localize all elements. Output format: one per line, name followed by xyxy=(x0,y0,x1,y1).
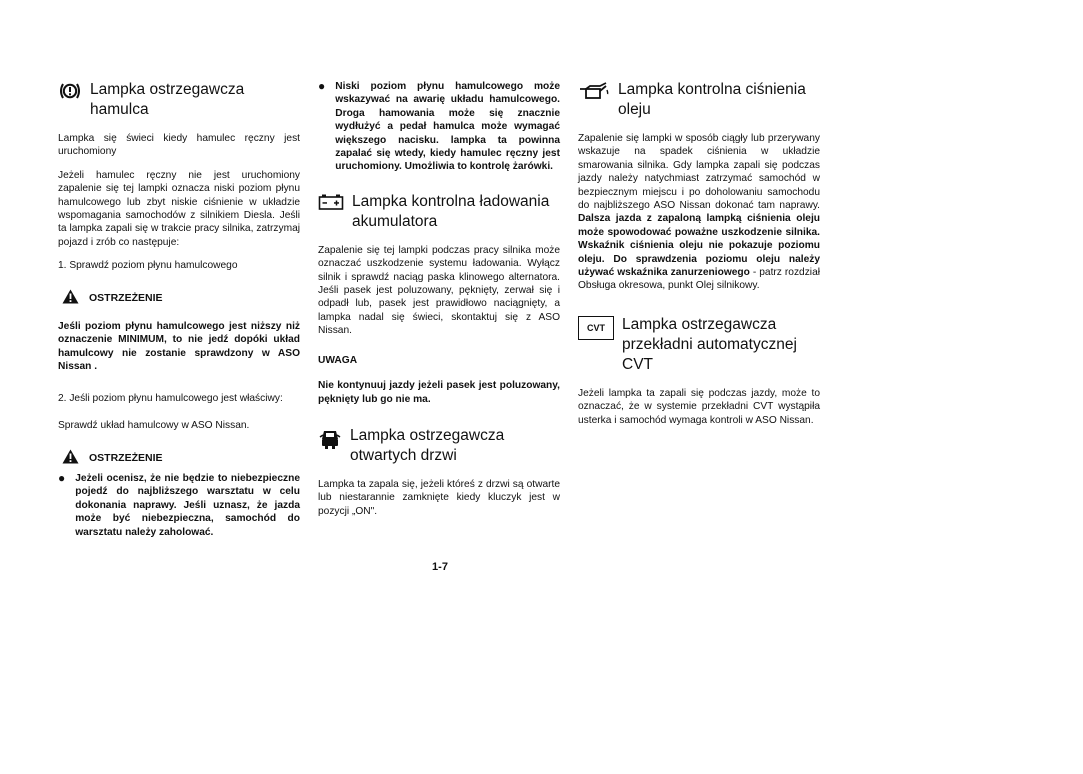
warning-triangle-icon xyxy=(62,289,79,308)
oil-pressure-icon xyxy=(578,81,610,107)
charging-title: Lampka kontrolna ładowania akumulatora xyxy=(352,192,550,230)
warning-title: OSTRZEŻENIE xyxy=(62,289,300,308)
paragraph: Lampka ta zapala się, jeżeli któreś z drzwi są otwarte lub niestarannie zamknięte kiedy kluczyk jest w pozycji „ON". xyxy=(318,478,560,517)
bullet-dot: ● xyxy=(58,470,66,485)
battery-icon xyxy=(318,193,344,217)
paragraph: Sprawdź układ hamulcowy w ASO Nissan. xyxy=(58,420,250,432)
open-door-icon xyxy=(318,427,342,457)
column-middle xyxy=(318,80,560,528)
cvt-icon: CVT xyxy=(578,316,614,340)
paragraph: Zapalenie się tej lampki podczas pracy silnika może oznaczać uszkodzenie systemu ładowania. Wyłącz silnik i sprawdź naciąg paska klinowego alternatora. Jeśli pasek jest poluzowany, pęknięty, zerwał się i odpadł lub, pasek jest prawidłowo naciągnięty, a lampka nadal się świeci, skontaktuj się z ASO Nissan. xyxy=(318,244,560,337)
brake-warning-title: Lampka ostrzegawcza hamulca xyxy=(90,81,245,118)
step-2: 2. Jeśli poziom płynu hamulcowego jest właściwy: xyxy=(58,392,283,404)
charging-heading xyxy=(318,192,560,232)
warning-bullet: ● Jeżeli ocenisz, że nie będzie to niebezpieczne pojedź do najbliższego warsztatu w celu dokonania naprawy. Jeśli uznasz, że jazda może być niebezpieczna, samochód do warsztatu należy zaholować. xyxy=(58,470,300,538)
door-title: Lampka ostrzegawcza otwartych drzwi xyxy=(350,426,505,464)
column-left xyxy=(58,80,300,539)
warning-text: Jeśli poziom płynu hamulcowego jest niższy niż oznaczenie MINIMUM, to nie jedź dopóki układ hamulcowy nie zostanie sprawdzony w ASO Nissan . xyxy=(58,321,300,373)
note-text: Nie kontynuuj jazdy jeżeli pasek jest poluzowany, pęknięty lub go nie ma. xyxy=(318,380,560,405)
column-right xyxy=(578,80,820,437)
cvt-title: Lampka ostrzegawcza przekładni automatycznej CVT xyxy=(622,315,797,373)
note-title: UWAGA xyxy=(318,354,358,366)
brake-warning-heading xyxy=(58,80,300,120)
warning-triangle-icon xyxy=(62,449,79,468)
brake-fluid-bullet: ● Niski poziom płynu hamulcowego może wskazywać na awarię układu hamulcowego. Droga hamowania może się znacznie wydłużyć a pedał hamulca może wymagać większego nacisku. lampka ta powinna zapalać się wtedy, kiedy hamulec ręczny jest uruchomiony. Umożliwia to kontrolę żarówki. xyxy=(318,79,560,173)
page-number: 1-7 xyxy=(432,561,448,573)
warning-title: OSTRZEŻENIE xyxy=(62,449,300,468)
paragraph: Jeżeli hamulec ręczny nie jest uruchomiony zapalenie się tej lampki oznacza niski poziom płynu hamulcowego lub zbyt niskie ciśnienie w układzie wspomagania samochodów z silnikiem Diesla. Jeśli ta lampka zapali się w trakcie pracy silnika, zatrzymaj pojazd i zrób co następuje: xyxy=(58,169,300,248)
step-1: 1. Sprawdź poziom płynu hamulcowego xyxy=(58,260,238,272)
bullet-dot: ● xyxy=(318,79,326,93)
brake-warning-icon xyxy=(58,81,82,107)
paragraph: Jeżeli lampka ta zapali się podczas jazdy, może to oznaczać, że w systemie przekładni CVT wystąpiła usterka i samochód wymaga kontroli w ASO Nissan. xyxy=(578,387,820,426)
paragraph: Zapalenie się lampki w sposób ciągły lub przerywany wskazuje na spadek ciśnienia w układzie smarowania silnika. Gdy lampka zapali się podczas jazdy należy natychmiast zatrzymać samochód w bezpiecznym miejscu i po doholowaniu samochodu do najbliższego ASO Nissan dokonać tam naprawy. Dalsza jazda z zapaloną lampką ciśnienia oleju może spowodować poważne uszkodzenie silnika. Wskaźnik ciśnienia oleju nie pokazuje poziomu oleju. Do sprawdzenia poziomu oleju należy używać wskaźnika zanurzeniowego - patrz rozdział Obsługa okresowa, punkt Olej silnikowy. xyxy=(578,133,820,292)
oil-title: Lampka kontrolna ciśnienia oleju xyxy=(618,81,806,118)
cvt-heading xyxy=(578,315,820,375)
oil-heading xyxy=(578,80,820,120)
door-heading xyxy=(318,426,560,466)
paragraph: Lampka się świeci kiedy hamulec ręczny jest uruchomiony xyxy=(58,133,300,158)
